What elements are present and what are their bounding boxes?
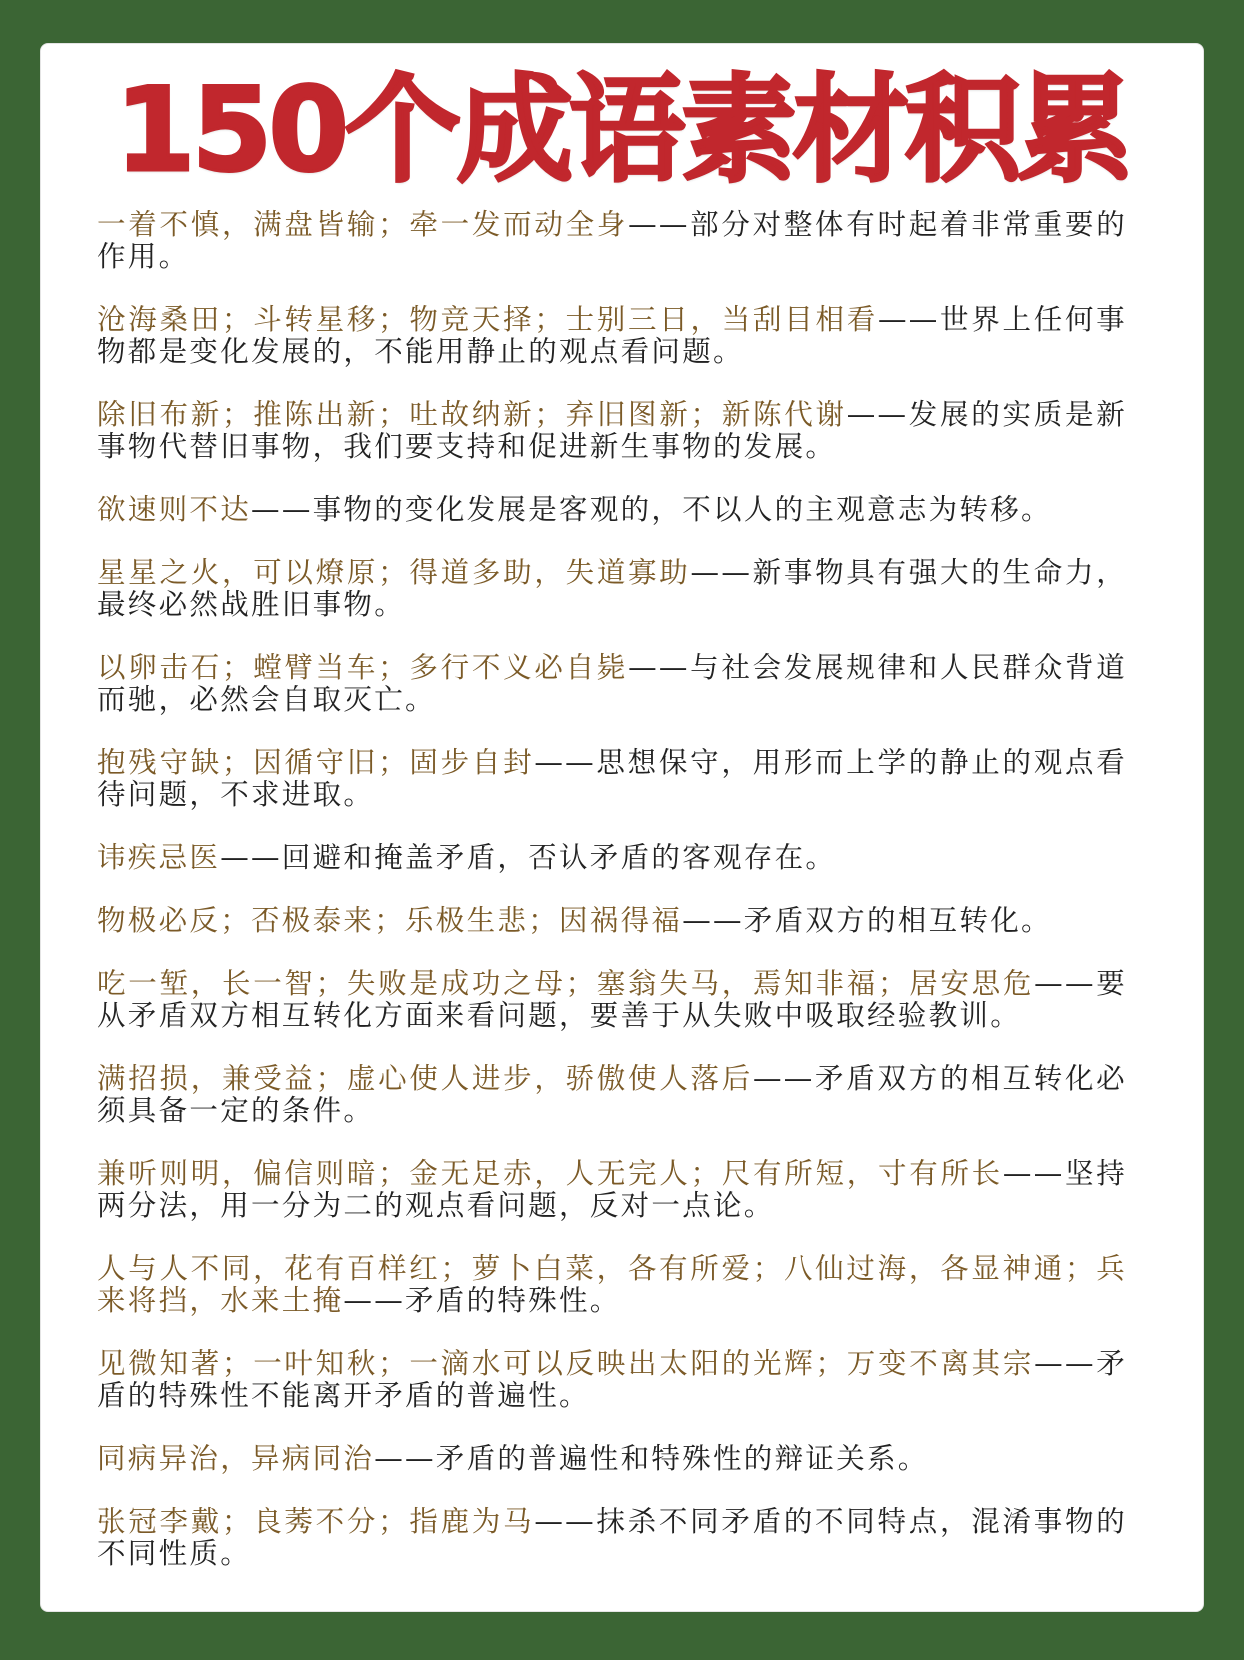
idiom-text: 一着不慎，满盘皆输；牵一发而动全身 <box>97 208 629 241</box>
explanation-text: ——回避和掩盖矛盾，否认矛盾的客观存在。 <box>220 841 837 874</box>
idiom-text: 人与人不同，花有百样红；萝卜白菜，各有所爱；八仙过海，各显神通；兵来将挡，水来土掩 <box>97 1252 1127 1317</box>
idiom-text: 物极必反；否极泰来；乐极生悲；因祸得福 <box>97 904 683 937</box>
explanation-text: ——矛盾的特殊性。 <box>343 1284 621 1317</box>
idiom-text: 星星之火，可以燎原；得道多助，失道寡助 <box>97 556 691 589</box>
idiom-entry <box>97 1443 1127 1475</box>
explanation-text: ——与社会发展规律和人民群众背道而驰，必然会自取灭亡。 <box>97 651 1127 716</box>
idiom-text: 张冠李戴；良莠不分；指鹿为马 <box>97 1505 535 1538</box>
idiom-text: 沧海桑田；斗转星移；物竞天择；士别三日，当刮目相看 <box>97 303 878 336</box>
idiom-text: 除旧布新；推陈出新；吐故纳新；弃旧图新；新陈代谢 <box>97 398 847 431</box>
idiom-entry <box>97 1253 1127 1317</box>
explanation-text: ——思想保守，用形而上学的静止的观点看待问题，不求进取。 <box>97 746 1127 811</box>
idiom-entry <box>97 652 1127 716</box>
explanation-text: ——抹杀不同矛盾的不同特点，混淆事物的不同性质。 <box>97 1505 1127 1570</box>
idiom-entry <box>97 1348 1127 1412</box>
explanation-text: ——发展的实质是新事物代替旧事物，我们要支持和促进新生事物的发展。 <box>97 398 1128 463</box>
idiom-entry <box>97 1158 1127 1222</box>
idiom-entry <box>97 968 1127 1032</box>
idiom-entry <box>97 399 1127 463</box>
idiom-entry <box>97 747 1127 811</box>
idiom-entry <box>97 905 1127 937</box>
explanation-text: ——部分对整体有时起着非常重要的作用。 <box>97 208 1127 273</box>
explanation-text: ——新事物具有强大的生命力，最终必然战胜旧事物。 <box>97 556 1128 621</box>
explanation-text: ——矛盾双方的相互转化。 <box>682 904 1052 937</box>
explanation-text: ——矛盾的普遍性和特殊性的辩证关系。 <box>374 1442 929 1475</box>
idiom-text: 见微知著；一叶知秋；一滴水可以反映出太阳的光辉；万变不离其宗 <box>97 1347 1035 1380</box>
idiom-entry <box>97 1506 1127 1570</box>
idiom-entry <box>97 209 1127 273</box>
explanation-text: ——坚持两分法，用一分为二的观点看问题，反对一点论。 <box>97 1157 1127 1222</box>
idiom-entry <box>97 494 1127 526</box>
idiom-entry <box>97 304 1127 368</box>
idiom-text: 讳疾忌医 <box>97 841 221 874</box>
idiom-text: 吃一堑，长一智；失败是成功之母；塞翁失马，焉知非福；居安思危 <box>97 967 1035 1000</box>
explanation-text: ——事物的变化发展是客观的，不以人的主观意志为转移。 <box>251 493 1052 526</box>
idiom-text: 欲速则不达 <box>97 493 252 526</box>
idiom-entry <box>97 557 1127 621</box>
idiom-entry <box>97 1063 1127 1127</box>
explanation-text: ——矛盾的特殊性不能离开矛盾的普遍性。 <box>97 1347 1127 1412</box>
idiom-text: 以卵击石；螳臂当车；多行不义必自毙 <box>97 651 629 684</box>
content-card <box>40 43 1204 1612</box>
idiom-text: 抱残守缺；因循守旧；固步自封 <box>97 746 535 779</box>
explanation-text: ——世界上任何事物都是变化发展的，不能用静止的观点看问题。 <box>97 303 1127 368</box>
page-title: 150个成语素材积累 <box>114 63 1130 198</box>
idiom-text: 同病异治，异病同治 <box>97 1442 375 1475</box>
idiom-list <box>97 209 1127 1601</box>
explanation-text: ——矛盾双方的相互转化必须具备一定的条件。 <box>97 1062 1127 1127</box>
explanation-text: ——要从矛盾双方相互转化方面来看问题，要善于从失败中吸取经验教训。 <box>97 967 1127 1032</box>
idiom-entry <box>97 842 1127 874</box>
idiom-text: 满招损，兼受益；虚心使人进步，骄傲使人落后 <box>97 1062 753 1095</box>
idiom-text: 兼听则明，偏信则暗；金无足赤，人无完人；尺有所短，寸有所长 <box>97 1157 1003 1190</box>
